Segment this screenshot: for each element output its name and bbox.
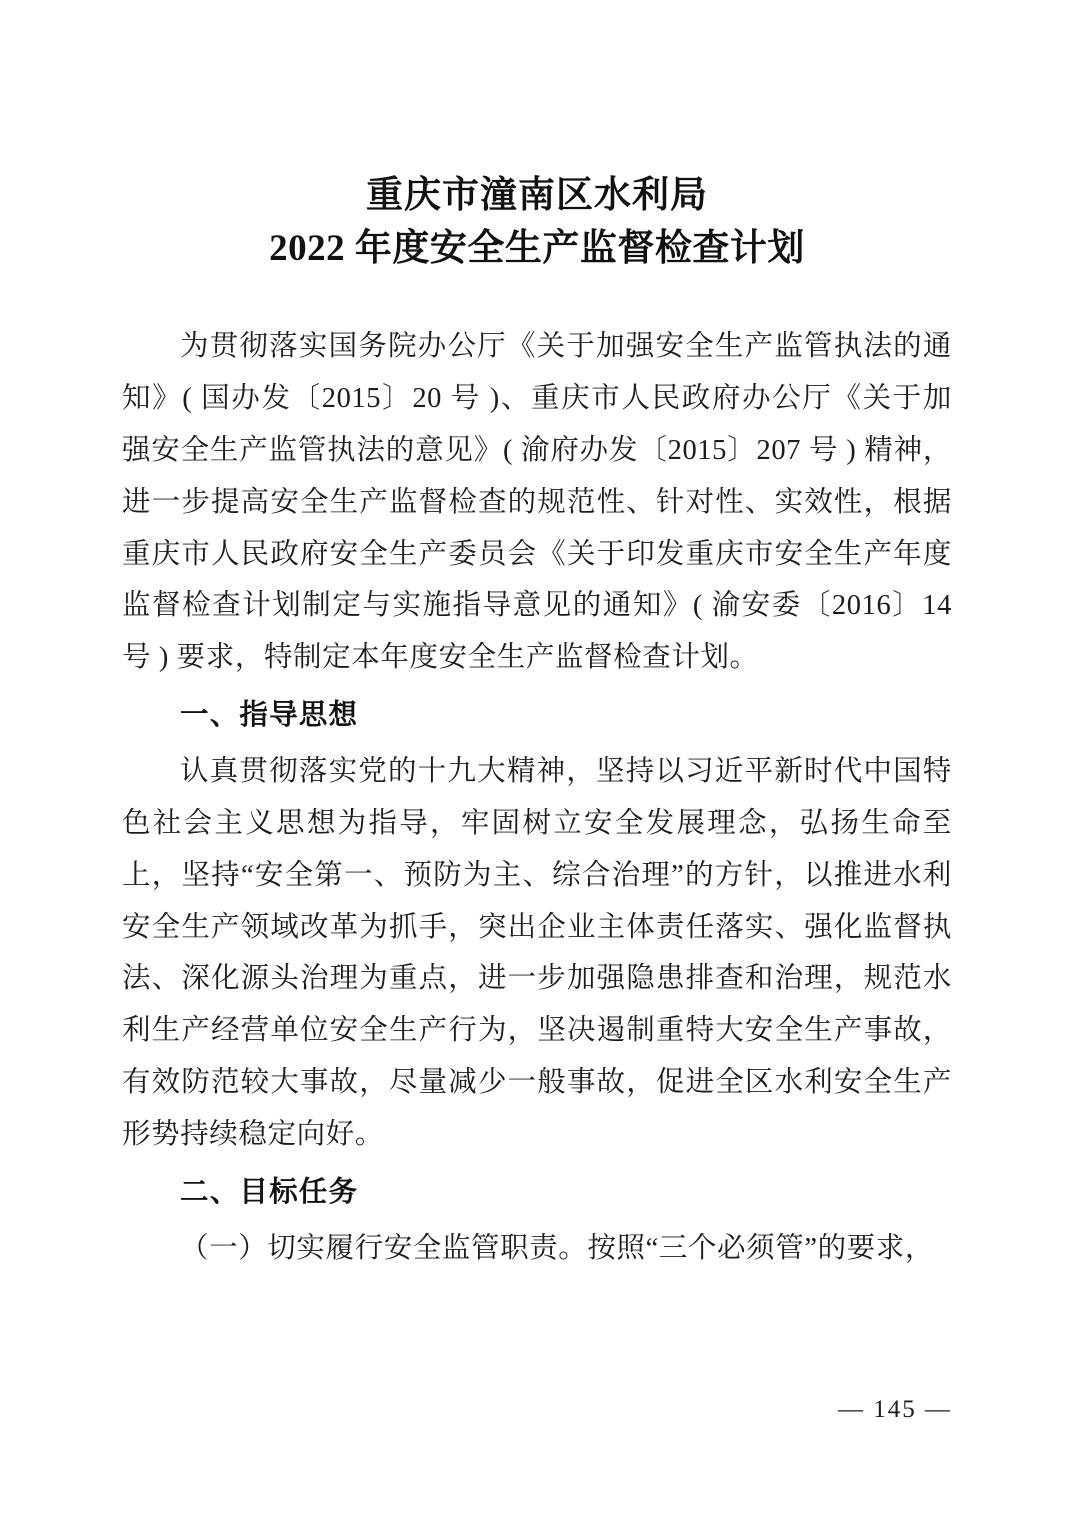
title-line-1: 重庆市潼南区水利局 bbox=[366, 175, 708, 216]
page-title bbox=[122, 170, 952, 275]
paragraph-section-one: 认真贯彻落实党的十九大精神，坚持以习近平新时代中国特色社会主义思想为指导，牢固树立安全发展理念，弘扬生命至上，坚持“安全第一、预防为主、综合治理”的方针，以推进水利安全生产领域改革为抓手，突出企业主体责任落实、强化监督执法、深化源头治理为重点，进一步加强隐患排查和治理，规范水利生产经营单位安全生产行为，坚决遏制重特大安全生产事故，有效防范较大事故，尽量减少一般事故，促进全区水利安全生产形势持续稳定向好。 bbox=[122, 755, 952, 1150]
paragraph-intro: 为贯彻落实国务院办公厅《关于加强安全生产监管执法的通知》( 国办发〔2015〕20 号 )、重庆市人民政府办公厅《关于加强安全生产监管执法的意见》( 渝府办发〔2015〕207 号 ) 精神，进一步提高安全生产监督检查的规范性、针对性、实效性，根据重庆市人民政府安全生产委员会《关于印发重庆市安全生产年度监督检查计划制定与实施指导意见的通知》( 渝安委〔2016〕14 号 ) 要求，特制定本年度安全生产监督检查计划。 bbox=[122, 331, 952, 674]
heading-section-two: 二、目标任务 bbox=[180, 1175, 359, 1208]
paragraph-section-two-item-one: （一）切实履行安全监管职责。按照“三个必须管”的要求， bbox=[180, 1232, 935, 1264]
title-line-2: 2022 年度安全生产监督检查计划 bbox=[269, 227, 805, 269]
heading-section-one: 一、指导思想 bbox=[180, 699, 359, 732]
page-number: — 145 — bbox=[838, 1396, 952, 1423]
